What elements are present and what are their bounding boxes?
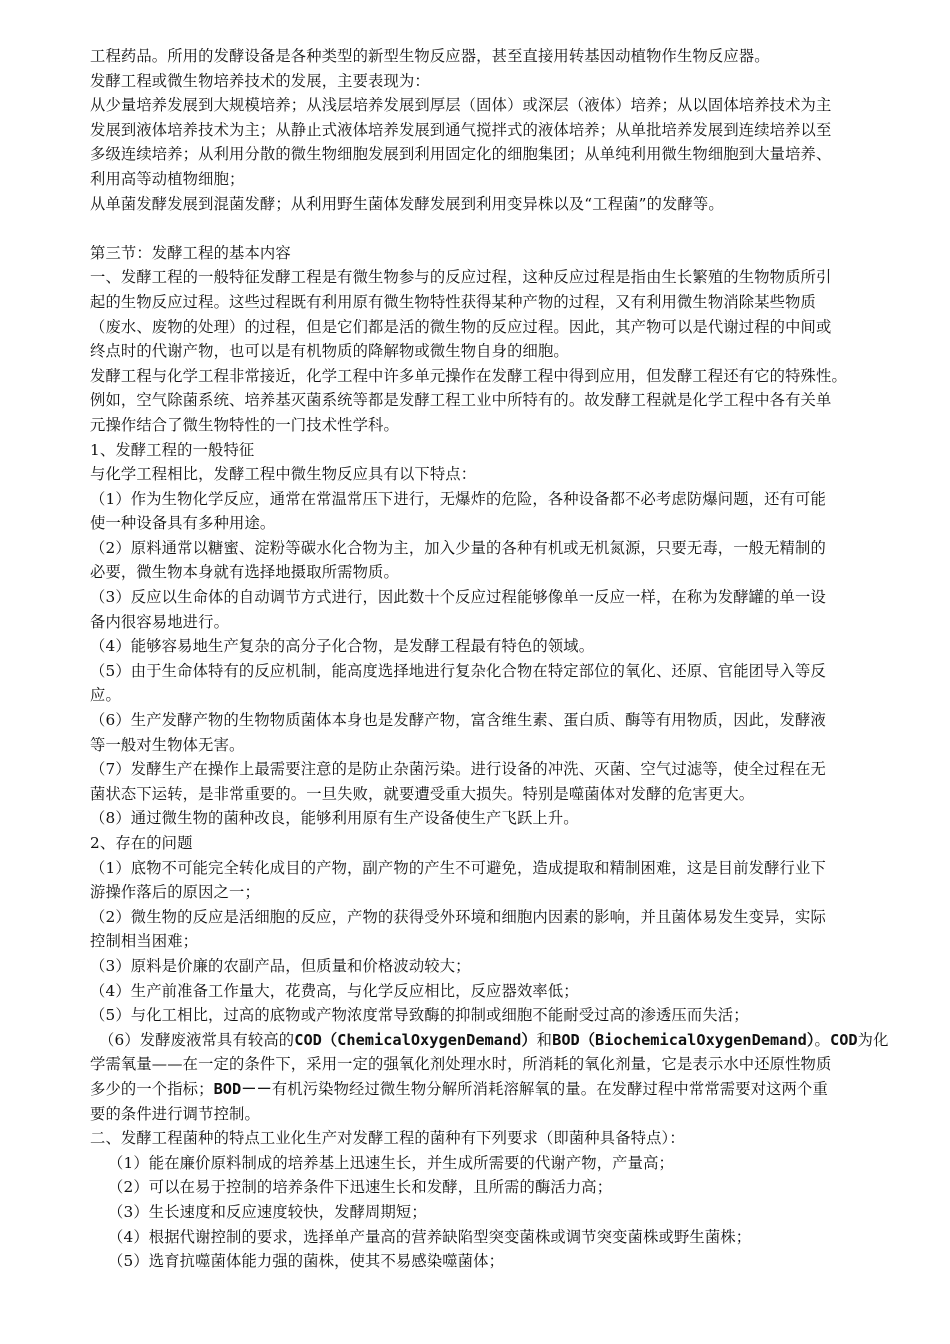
- text-line: 起的生物反应过程。这些过程既有利用原有微生物特性获得某种产物的过程，又有利用微生物消除某些物质: [90, 292, 817, 311]
- list-item: （4）能够容易地生产复杂的高分子化合物，是发酵工程最有特色的领域。: [90, 637, 595, 656]
- text-line: 一、发酵工程的一般特征发酵工程是有微生物参与的反应过程，这种反应过程是指由生长繁殖的生物物质所引: [90, 268, 832, 287]
- list-item: （4）根据代谢控制的要求，选择单产量高的营养缺陷型突变菌株或调节突变菌株或野生菌株；: [108, 1227, 752, 1246]
- text-line: 从少量培养发展到大规模培养；从浅层培养发展到厚层（固体）或深层（液体）培养；从以固体培养技术为主: [90, 96, 832, 115]
- document-page: [90, 44, 918, 1274]
- list-item: （2）原料通常以糖蜜、淀粉等碳水化合物为主，加入少量的各种有机或无机氮源，只要无毒，一般无精制的: [90, 538, 826, 557]
- text-line: 发酵工程或微生物培养技术的发展，主要表现为：: [90, 71, 430, 90]
- text-segment: （6）发酵废液常具有较高的: [99, 1030, 295, 1049]
- text-line: 必要，微生物本身就有选择地摄取所需物质。: [90, 563, 399, 582]
- section-heading: 二、发酵工程菌种的特点工业化生产对发酵工程的菌种有下列要求（即菌种具备特点）：: [90, 1129, 685, 1148]
- text-line: [90, 1077, 918, 1102]
- text-line: 发酵工程与化学工程非常接近，化学工程中许多单元操作在发酵工程中得到应用，但发酵工程还有它的特殊性。: [90, 366, 847, 385]
- list-item: （3）生长速度和反应速度较快，发酵周期短；: [108, 1202, 427, 1221]
- text-line: 多级连续培养；从利用分散的微生物细胞发展到利用固定化的细胞集团；从单纯利用微生物细胞到大量培养、: [90, 145, 832, 164]
- text-line: 例如，空气除菌系统、培养基灭菌系统等都是发酵工程工业中所特有的。故发酵工程就是化学工程中各有关单: [90, 391, 832, 410]
- cod-term: COD（ChemicalOxygenDemand）: [294, 1030, 537, 1049]
- list-item: （3）原料是价廉的农副产品，但质量和价格波动较大；: [90, 956, 471, 975]
- list-item: （3）反应以生命体的自动调节方式进行，因此数十个反应过程能够像单一反应一样，在称为发酵罐的单一设: [90, 588, 826, 607]
- text-segment: 。: [814, 1030, 830, 1049]
- list-item: （5）由于生命体特有的反应机制，能高度选择地进行复杂化合物在特定部位的氧化、还原、官能团导入等反: [90, 661, 826, 680]
- text-segment: 和: [536, 1030, 553, 1049]
- text-segment: 为化: [857, 1030, 889, 1049]
- list-item: （1）作为生物化学反应，通常在常温常压下进行，无爆炸的危险，各种设备都不必考虑防爆问题，还有可能: [90, 489, 826, 508]
- text-line: 游操作落后的原因之一；: [90, 883, 260, 902]
- cod-abbr: COD: [829, 1030, 858, 1049]
- text-line: 菌状态下运转，是非常重要的。一旦失败，就要遭受重大损失。特别是噬菌体对发酵的危害更大。: [90, 784, 755, 803]
- text-line: 利用高等动植物细胞；: [90, 169, 245, 188]
- subsection-heading: 2、存在的问题: [90, 834, 193, 852]
- list-item: [90, 1028, 918, 1053]
- list-item: （7）发酵生产在操作上最需要注意的是防止杂菌污染。进行设备的冲洗、灭菌、空气过滤等，使全过程在无: [90, 760, 826, 779]
- list-item: （2）可以在易于控制的培养条件下迅速生长和发酵，且所需的酶活力高；: [108, 1178, 613, 1197]
- text-line: 元操作结合了微生物特性的一门技术性学科。: [90, 415, 399, 434]
- text-line: 学需氧量——在一定的条件下，采用一定的强氧化剂处理水时，所消耗的氧化剂量，它是表示水中还原性物质: [90, 1055, 832, 1074]
- text-line: 备内很容易地进行。: [90, 612, 230, 631]
- text-line: 工程药品。所用的发酵设备是各种类型的新型生物反应器，甚至直接用转基因动植物作生物反应器。: [90, 47, 770, 65]
- text-line: 发展到液体培养技术为主；从静止式液体培养发展到通气搅拌式的液体培养；从单批培养发展到连续培养以至: [90, 120, 832, 139]
- list-item: （8）通过微生物的菌种改良，能够利用原有生产设备使生产飞跃上升。: [90, 809, 579, 828]
- text-segment: 有机污染物经过微生物分解所消耗溶解氧的量。在发酵过程中常常需要对这两个重: [271, 1079, 828, 1098]
- text-line: 使一种设备具有多种用途。: [90, 514, 276, 533]
- list-item: （6）生产发酵产物的生物物质菌体本身也是发酵产物，富含维生素、蛋白质、酶等有用物质，因此，发酵液: [90, 711, 826, 730]
- list-item: （5）与化工相比，过高的底物或产物浓度常导致酶的抑制或细胞不能耐受过高的渗透压而失活；: [90, 1006, 749, 1025]
- section-heading: 第三节：发酵工程的基本内容: [90, 243, 291, 262]
- text-line: 从单菌发酵发展到混菌发酵；从利用野生菌体发酵发展到利用变异株以及“工程菌”的发酵等。: [90, 194, 724, 213]
- text-line: 应。: [90, 686, 121, 705]
- list-item: （2）微生物的反应是活细胞的反应，产物的获得受外环境和细胞内因素的影响，并且菌体易发生变异，实际: [90, 907, 826, 926]
- text-line: 与化学工程相比，发酵工程中微生物反应具有以下特点：: [90, 465, 477, 484]
- list-item: （5）选育抗噬菌体能力强的菌株，使其不易感染噬菌体；: [108, 1252, 505, 1271]
- text-line: 等一般对生物体无害。: [90, 735, 245, 754]
- text-segment: 多少的一个指标；: [90, 1079, 214, 1098]
- blank-line: [90, 216, 918, 241]
- text-line: 终点时的代谢产物，也可以是有机物质的降解物或微生物自身的细胞。: [90, 342, 569, 361]
- list-item: （4）生产前准备工作量大，花费高，与化学反应相比，反应器效率低；: [90, 981, 579, 1000]
- text-line: （废水、废物的处理）的过程，但是它们都是活的微生物的反应过程。因此，其产物可以是代谢过程的中间或: [90, 317, 832, 336]
- text-line: 要的条件进行调节控制。: [90, 1104, 260, 1123]
- bod-term: BOD（BiochemicalOxygenDemand）: [552, 1030, 815, 1049]
- list-item: （1）能在廉价原料制成的培养基上迅速生长，并生成所需要的代谢产物，产量高；: [108, 1153, 674, 1172]
- subsection-heading: 1、发酵工程的一般特征: [90, 440, 255, 459]
- text-line: 控制相当困难；: [90, 932, 199, 951]
- bod-abbr: BOD－－: [213, 1079, 272, 1098]
- list-item: （1）底物不可能完全转化成目的产物，副产物的产生不可避免，造成提取和精制困难，这是目前发酵行业下: [90, 858, 826, 877]
